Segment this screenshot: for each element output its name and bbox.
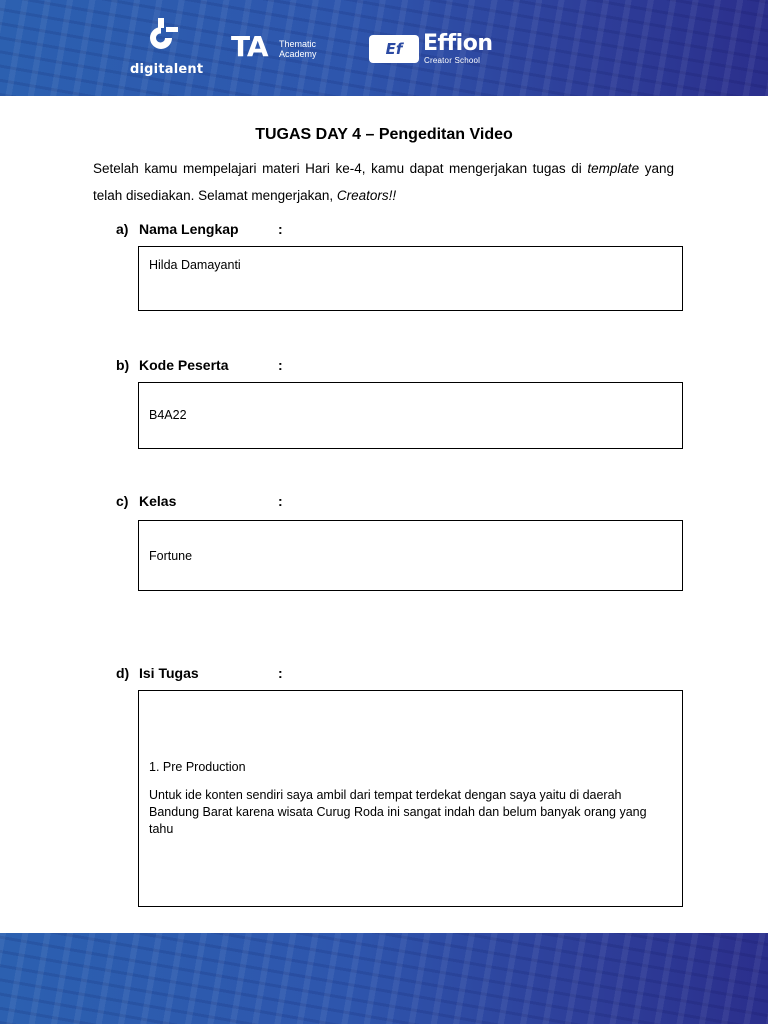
task-body: Untuk ide konten sendiri saya ambil dari tempat terdekat dengan saya yaitu di daerah Bandung Barat karena wisata Curug Roda ini sangat indah dan belum banyak orang yang tahu (149, 788, 647, 836)
footer-banner (0, 933, 768, 1024)
effion-logo (369, 32, 499, 68)
intro-text-1: Setelah kamu mempelajari materi Hari ke-4, kamu dapat mengerjakan tugas di (93, 161, 588, 176)
nama-lengkap-field[interactable] (138, 246, 683, 311)
effion-wordmark: Effion (423, 31, 493, 56)
intro-text-2: yang telah disediakan. Selamat mengerjakan, (93, 161, 674, 203)
intro-em-template: template (587, 161, 640, 176)
ta-subtitle: Thematic Academy (279, 39, 317, 59)
digitalent-logo (128, 18, 204, 80)
kelas-value: Fortune (149, 549, 193, 563)
kode-peserta-field[interactable] (138, 382, 683, 449)
effion-subtitle: Creator School (424, 56, 481, 65)
ta-mark: TA (231, 30, 268, 63)
nama-lengkap-value: Hilda Damayanti (149, 258, 241, 272)
intro-paragraph (93, 155, 674, 209)
kode-peserta-value: B4A22 (149, 408, 187, 422)
intro-em-creators: Creators!! (336, 188, 397, 203)
thematic-academy-logo (231, 32, 341, 66)
effion-badge: Ef (369, 35, 419, 63)
header-banner (0, 0, 768, 96)
digitalent-icon (148, 18, 182, 58)
task-heading: 1. Pre Production (149, 760, 246, 774)
document-title: TUGAS DAY 4 – Pengeditan Video (255, 126, 513, 143)
isi-tugas-field[interactable] (138, 690, 683, 907)
digitalent-wordmark: digitalent (130, 62, 204, 77)
kelas-field[interactable] (138, 520, 683, 591)
